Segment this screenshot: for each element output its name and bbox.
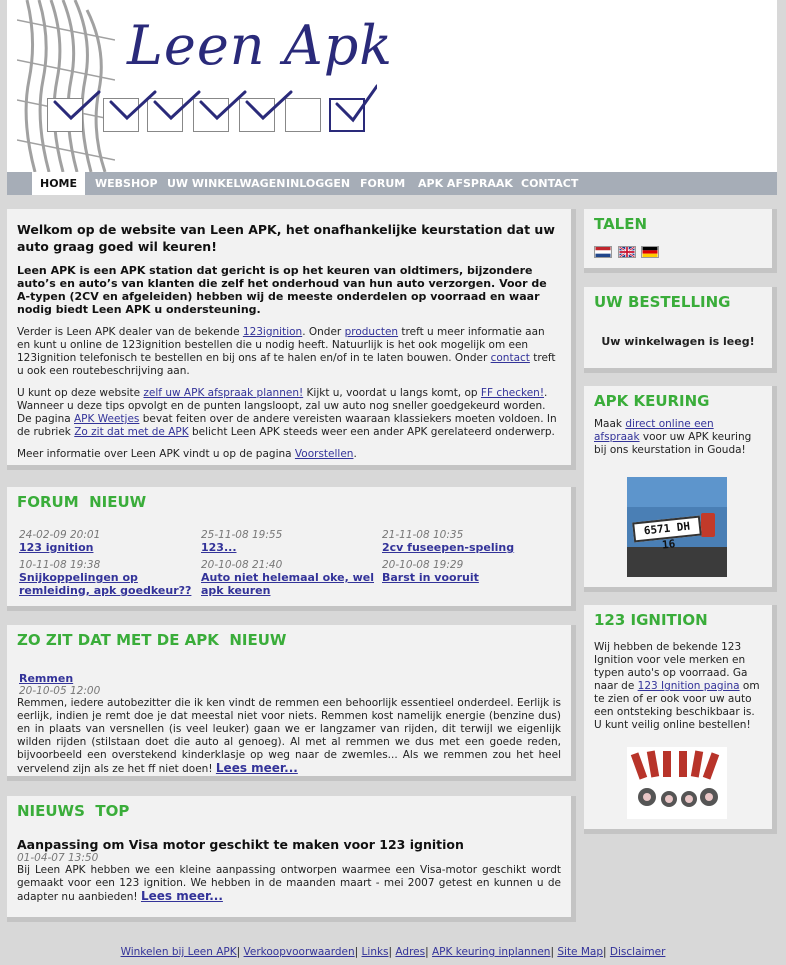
link-123ignition[interactable]: 123ignition	[242, 326, 303, 338]
talen-heading: TALEN	[594, 215, 648, 233]
license-plate: 6571 DH 16	[632, 516, 702, 543]
site-logo[interactable]: Leen Apk	[127, 14, 394, 77]
ignition-text: Wij hebben de bekende 123 Ignition voor vele merken en typen auto's op voorraad. Ga naar de 123 Ignition pagina om te zien of er ook voor uw auto een ontsteking beschikbaar is. U kunt veilig online bestellen!	[594, 641, 760, 731]
language-flags	[594, 245, 762, 258]
nav-winkelwagen[interactable]: UW WINKELWAGEN	[167, 177, 286, 190]
nav-contact[interactable]: CONTACT	[521, 177, 579, 190]
apk-afspraak-link[interactable]: direct online een afspraak	[594, 418, 714, 443]
forum-item[interactable]: 20-10-08 19:29 Barst in vooruit	[382, 559, 479, 584]
intro-panel	[7, 209, 576, 470]
zozit-article-title[interactable]: Remmen	[19, 672, 74, 685]
forum-item[interactable]: 21-11-08 10:35 2cv fuseepen-speling	[382, 529, 515, 554]
nieuws-heading: NIEUWS TOP	[17, 802, 130, 820]
link-zo-zit-dat[interactable]: Zo zit dat met de APK	[74, 426, 189, 438]
link-apk-weetjes[interactable]: APK Weetjes	[74, 413, 140, 425]
footer-link-winkelen[interactable]: Winkelen bij Leen APK	[120, 946, 237, 958]
german-flag-icon[interactable]	[641, 246, 659, 258]
nieuws-panel	[7, 796, 576, 922]
intro-paragraph-2: U kunt op deze website zelf uw APK afspraak plannen! Kijkt u, voordat u langs komt, op FF checken!. Wanneer u deze tips opvolgt en de punten langsloopt, zal uw auto nog sneller goedgekeurd worden. De pagina APK Weetjes bevat feiten over de andere vereisten waaraan klassiekers moeten voldoen. In de rubriek Zo zit dat met de APK belicht Leen APK steeds weer een ander APK gerelateerd onderwerp.	[17, 387, 557, 438]
nav-apk-afspraak[interactable]: APK AFSPRAAK	[418, 177, 513, 190]
ignition-heading: 123 IGNITION	[594, 611, 708, 629]
zozit-read-more[interactable]: Lees meer...	[215, 761, 298, 775]
intro-paragraph-1: Verder is Leen APK dealer van de bekende 123ignition. Onder producten treft u meer informatie aan en kunt u online de 123ignition bestellen die u nodig heeft. Natuurlijk is het ook mogelijk om een 123ignition telefonisch te bestellen en bij ons af te halen en/of in te laten bouwen. Onder contact treft u ook een routebeschrijving aan.	[17, 326, 556, 377]
forum-item[interactable]: 25-11-08 19:55 123...	[201, 529, 283, 554]
link-producten[interactable]: producten	[344, 326, 399, 338]
forum-item[interactable]: 24-02-09 20:01 123 ignition	[19, 529, 101, 554]
forum-heading: FORUM NIEUW	[17, 493, 147, 511]
intro-bold-text: Leen APK is een APK station dat gericht is op het keuren van oldtimers, bijzondere auto’s en auto’s van klanten die zelf het onderhoud van hun auto verzorgen. Voor de A-typen (2CV en afgeleiden) hebben wij de meeste onderdelen op voorraad en waar nodig biedt Leen APK u ondersteuning.	[17, 264, 547, 316]
footer-link-links[interactable]: Links	[361, 946, 389, 958]
footer-links: Winkelen bij Leen APK| Verkoopvoorwaarden| Links| Adres| APK keuring inplannen| Site Map| Disclaimer	[120, 946, 666, 958]
footer-link-adres[interactable]: Adres	[395, 946, 426, 958]
apk-panel	[584, 386, 777, 592]
nieuws-read-more[interactable]: Lees meer...	[140, 889, 223, 903]
zozit-text: Remmen, iedere autobezitter die ik ken vindt de remmen een behoorlijk essentieel onderdeel. Eerlijk is eerlijk, indien je remt doe je dat meestal niet voor niets. Remmen kost namelijk energie (benzine dus) en in plaats van versnellen (is veel leuker) gaan we er langzamer van rijden, dit terwijl we eigenlijk wilden rijden (stilstaan doet die auto al genoeg). Al met al remmen we dus met een goede reden, bijvoorbeeld een overstekend kinderklasje op weg naar de zwemles... Als we remmen zou het heel vervelend zijn als ze het ff niet doen! Lees meer...	[17, 697, 561, 775]
english-flag-icon[interactable]	[618, 246, 636, 258]
forum-item[interactable]: 10-11-08 19:38 Snijkoppelingen op remleiding, apk goedkeur??	[19, 559, 192, 597]
link-apk-afspraak[interactable]: zelf uw APK afspraak plannen!	[143, 387, 304, 399]
forum-item[interactable]: 20-10-08 21:40 Auto niet helemaal oke, wel apk keuren	[201, 559, 375, 597]
nieuws-article-title[interactable]: Aanpassing om Visa motor geschikt te maken voor 123 ignition	[17, 837, 464, 852]
footer-link-disclaimer[interactable]: Disclaimer	[609, 946, 666, 958]
dutch-flag-icon[interactable]	[594, 246, 612, 258]
link-ff-checken[interactable]: FF checken!	[480, 387, 545, 399]
zozit-panel	[7, 625, 576, 781]
ignition-page-link[interactable]: 123 Ignition pagina	[637, 680, 740, 692]
cart-empty-text: Uw winkelwagen is leeg!	[601, 335, 755, 348]
footer-link-apk-inplannen[interactable]: APK keuring inplannen	[432, 946, 551, 958]
apk-car-photo[interactable]	[627, 477, 727, 577]
intro-title: Welkom op de website van Leen APK, het onafhankelijke keurstation dat uw auto graag goed wil keuren!	[17, 222, 555, 254]
nav-home[interactable]: HOME	[32, 172, 85, 195]
zozit-heading: ZO ZIT DAT MET DE APK NIEUW	[17, 631, 287, 649]
apk-heading: APK KEURING	[594, 392, 710, 410]
nav-forum[interactable]: FORUM	[360, 177, 406, 190]
ignition-products-photo[interactable]	[627, 747, 727, 819]
nav-webshop[interactable]: WEBSHOP	[95, 177, 158, 190]
site-header	[7, 0, 777, 172]
main-nav	[7, 172, 777, 195]
zozit-date: 20-10-05 12:00	[19, 685, 101, 697]
intro-paragraph-3: Meer informatie over Leen APK vindt u op de pagina Voorstellen.	[17, 448, 357, 460]
bestelling-panel	[584, 287, 777, 373]
forum-panel	[7, 487, 576, 611]
apk-text: Maak direct online een afspraak voor uw APK keuring bij ons keurstation in Gouda!	[594, 418, 752, 456]
nieuws-date: 01-04-07 13:50	[17, 852, 99, 864]
check-icon	[47, 82, 377, 132]
link-contact[interactable]: contact	[490, 352, 530, 364]
bestelling-heading: UW BESTELLING	[594, 293, 731, 311]
footer-link-verkoopvoorwaarden[interactable]: Verkoopvoorwaarden	[243, 946, 355, 958]
footer-link-sitemap[interactable]: Site Map	[557, 946, 604, 958]
link-voorstellen[interactable]: Voorstellen	[294, 448, 354, 460]
nieuws-text: Bij Leen APK hebben we een kleine aanpassing ontworpen waarmee een Visa-motor geschikt wordt gemaakt voor een 123 ignition. We hebben in de maanden maart - mei 2007 getest en kunnen u de adapter nu aanbieden! Lees meer...	[17, 864, 561, 903]
talen-panel	[584, 209, 777, 273]
nav-inloggen[interactable]: INLOGGEN	[286, 177, 351, 190]
ignition-panel	[584, 605, 777, 834]
